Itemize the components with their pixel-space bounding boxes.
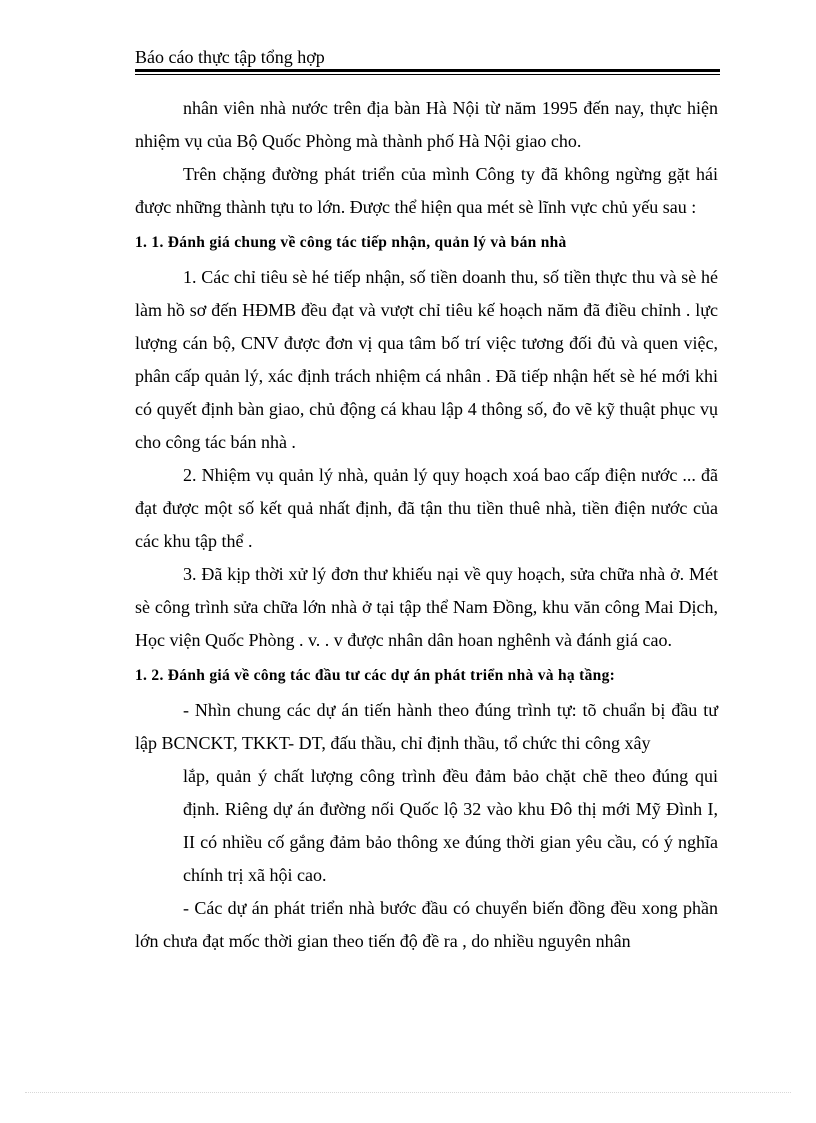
paragraph: nhân viên nhà nước trên địa bàn Hà Nội từ năm 1995 đến nay, thực hiện nhiệm vụ của Bộ Quốc Phòng mà thành phố Hà Nội giao cho. (135, 98, 718, 151)
document-body (135, 92, 718, 958)
paragraph: 3. Đã kịp thời xử lý đơn thư khiếu nại về quy hoạch, sửa chữa nhà ở. Mét sè công trình sửa chữa lớn nhà ở tại tập thể Nam Đồng, khu văn công Mai Dịch, Học viện Quốc Phòng . v. . v được nhân dân hoan nghênh và đánh giá cao. (135, 564, 718, 650)
page-bottom-divider (25, 1092, 791, 1093)
paragraph: Trên chặng đường phát triển của mình Công ty đã không ngừng gặt hái được những thành tựu to lớn. Được thể hiện qua mét sè lĩnh vực chủ yếu sau : (135, 164, 718, 217)
paragraph: 2. Nhiệm vụ quản lý nhà, quản lý quy hoạch xoá bao cấp điện nước ... đã đạt được một số kết quả nhất định, đã tận thu tiền thuê nhà, tiền điện nước của các khu tập thể . (135, 465, 718, 551)
paragraph: - Nhìn chung các dự án tiến hành theo đúng trình tự: tõ chuẩn bị đầu tư lập BCNCKT, TKKT- DT, đấu thầu, chỉ định thầu, tổ chức thi công xây (135, 700, 718, 753)
header-rule-thick (135, 69, 720, 72)
section-heading: 1. 2. Đánh giá về công tác đầu tư các dự án phát triển nhà và hạ tầng: (135, 667, 616, 684)
header-rule-thin (135, 74, 720, 75)
paragraph: 1. Các chỉ tiêu sè hé tiếp nhận, số tiền doanh thu, số tiền thực thu và sè hé làm hồ sơ đến HĐMB đều đạt và vượt chỉ tiêu kế hoạch năm đã điều chỉnh . lực lượng cán bộ, CNV được đơn vị qua tâm bố trí việc tương đối đủ và quen việc, phân cấp quản lý, xác định trách nhiệm cá nhân . Đã tiếp nhận hết sè hé mới khi có quyết định bàn giao, chủ động cá khau lập 4 thông số, đo vẽ kỹ thuật phục vụ cho công tác bán nhà . (135, 267, 718, 452)
page-header-title: Báo cáo thực tập tổng hợp (135, 47, 325, 67)
section-heading: 1. 1. Đánh giá chung về công tác tiếp nhận, quản lý và bán nhà (135, 234, 567, 251)
paragraph: lắp, quản ý chất lượng công trình đều đảm bảo chặt chẽ theo đúng qui định. Riêng dự án đường nối Quốc lộ 32 vào khu Đô thị mới Mỹ Đình I, II có nhiều cố gắng đảm bảo thông xe đúng thời gian yêu cầu, có ý nghĩa chính trị xã hội cao. (183, 766, 718, 885)
paragraph: - Các dự án phát triển nhà bước đầu có chuyển biến đồng đều xong phần lớn chưa đạt mốc thời gian theo tiến độ đề ra , do nhiều nguyên nhân (135, 898, 718, 951)
